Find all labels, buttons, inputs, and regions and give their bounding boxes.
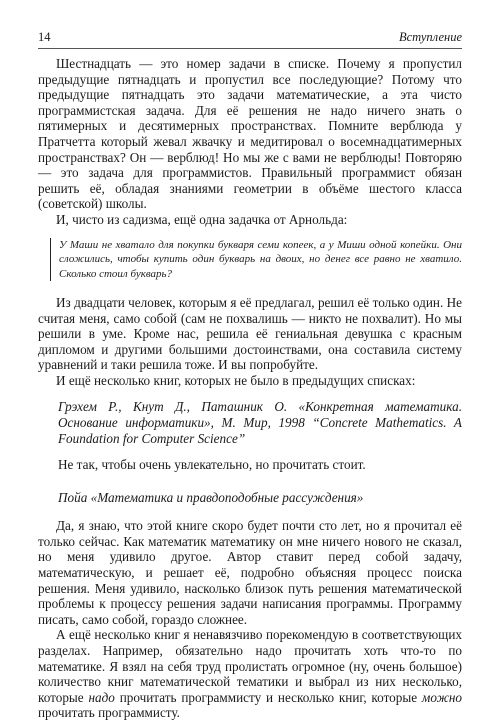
paragraph-5: Не так, чтобы очень увлекательно, но прочитать стоит. [58, 456, 366, 472]
paragraph-7-part-a: А ещё несколько книг я ненавязчиво порекомендую в соответствующих разделах. Например, обязательно надо прочитать хоть что-то по математике. Я взял на себя труд пролистать огромное (ну, очень большое) количество книг математической тематики и выбрал из них несколько, которые [38, 627, 462, 705]
paragraph-7-part-c: прочитать программисту. [38, 705, 180, 721]
page-number: 14 [38, 30, 51, 44]
book-reference-polya: Пойа «Математика и правдоподобные рассуждения» [58, 490, 364, 506]
paragraph-7-part-b: прочитать программисту и несколько книг, которые [114, 689, 422, 705]
arnold-problem-quote: У Маши не хватало для покупки букваря семи копеек, а у Миши одной копейки. Они сложились, чтобы купить один букварь на двоих, но денег все равно не хватило. Сколько стоил букварь? [50, 238, 462, 282]
emphasis-mozhno: можно [421, 689, 462, 705]
header-rule [38, 48, 462, 49]
emphasis-nado: надо [88, 689, 115, 705]
paragraph-6: Да, я знаю, что этой книге скоро будет почти сто лет, но я прочитал её только сейчас. Как математик математику он мне ничего нового не сказал, но меня удивило другое. Автор ставит перед собой задачу, математическую, и решает её, подробно объясняя процесс поиска решения. Меня удивило, насколько близок путь решения математической проблемы к процессу решения задачи написания программы. Программу писать, само собой, гораздо сложнее. [38, 518, 462, 627]
paragraph-3: Из двадцати человек, которым я её предлагал, решил её только один. Не считая меня, само собой (сам не похвалишь — никто не похвалит). Но мы решили в уме. Кроме нас, решила её гениальная девушка с красным дипломом и другими большими достоинствами, она составила систему уравнений и таки решила тоже. И вы попробуйте. [38, 295, 462, 373]
section-title: Вступление [398, 30, 462, 44]
paragraph-1: Шестнадцать — это номер задачи в списке. Почему я пропустил предыдущие пятнадцать и пропустил все последующие? Потому что предыдущие пятнадцать это задачи математические, а эта чисто программистская задача. Для её решения не надо ничего знать о пятимерных и десятимерных пространствах. Помните верблюда у Пратчетта который жевал жвачку и медитировал о восемнадцатимерных пространствах? Он — верблюд! Но мы же с вами не верблюды! Повторяю — это задача для программистов. Правильный программист обязан решить её, обладая знаниями геометрии в объёме шестого класса (советской) школы. [38, 56, 462, 212]
paragraph-4: И ещё несколько книг, которых не было в предыдущих списках: [56, 373, 416, 388]
page-body [38, 56, 462, 721]
paragraph-2: И, чисто из садизма, ещё одна задачка от Арнольда: [56, 211, 348, 227]
paragraph-7 [38, 627, 462, 721]
page-header [38, 30, 462, 46]
book-reference-concrete-math: Грэхем Р., Кнут Д., Паташник О. «Конкретная математика. Основание информатики», М. Мир, 1998 “Concrete Mathematics. A Foundation for Computer Science” [58, 398, 462, 446]
